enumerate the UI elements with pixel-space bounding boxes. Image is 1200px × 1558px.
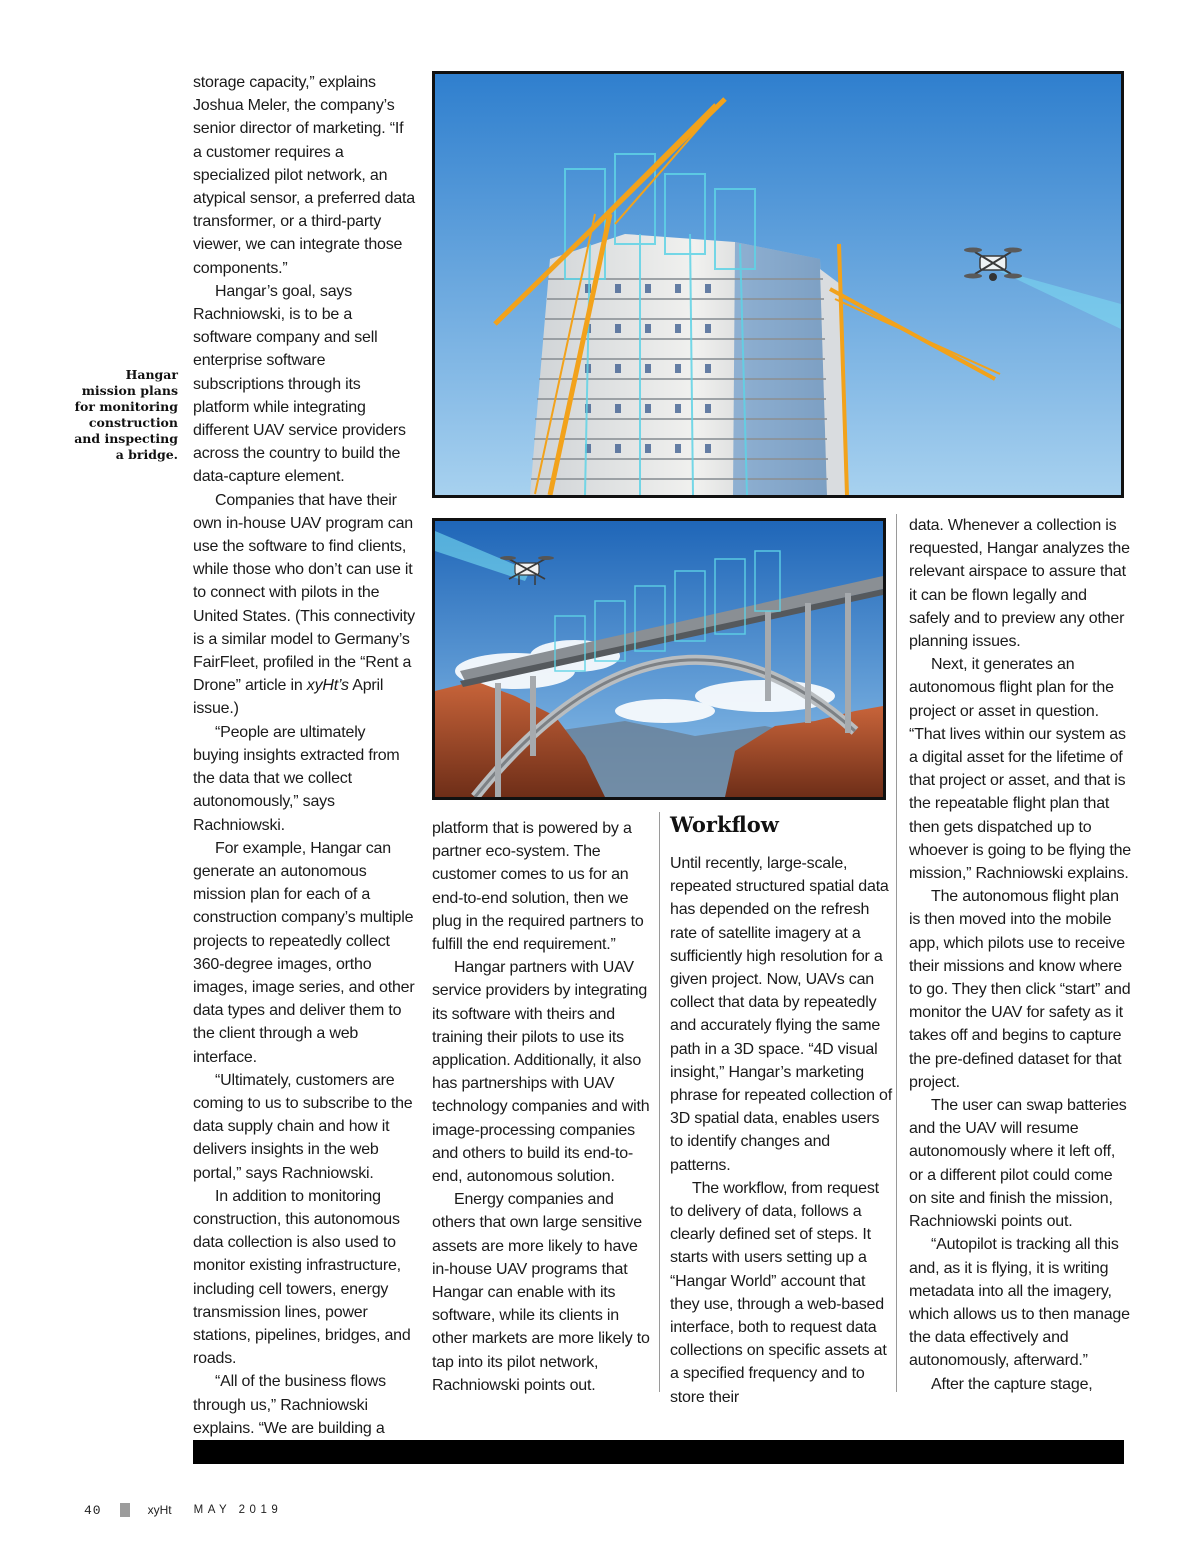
paragraph: Hangar partners with UAV service providers by integrating its software with theirs and training their pilots to use its application. Additionally, it also has partnerships with UAV technology companies and with image-processing companies and others to build its end-to-end, autonomous solution. — [432, 959, 650, 1186]
column-divider — [659, 812, 660, 1392]
paragraph: “People are ultimately buying insights extracted from the data that we collect autonomously,” says Rachniowski. — [193, 723, 400, 834]
paragraph-text: Companies that have their own in-house UAV program can use the software to find clients, while those who don’t can use it to connect with pilots in the United States. (This connectivity is a similar model to Germany’s FairFleet, profiled in the “Rent a Drone” article in — [193, 491, 415, 695]
paragraph: The workflow, from request to delivery of data, follows a clearly defined set of steps. It starts with users setting up a “Hangar World” account that they use, through a web-based interface, both to request data collections on specific assets at a specified frequency and to store their — [670, 1179, 887, 1406]
paragraph: platform that is powered by a partner eco-system. The customer comes to us for an end-to-end solution, then we plug in the required partners to fulfill the end requirement.” — [432, 820, 644, 954]
paragraph-text: April issue.) — [193, 677, 384, 718]
paragraph: The autonomous flight plan is then moved into the mobile app, which pilots use to receive their missions and know where to go. They then click “start” and monitor the UAV for safety as it takes off and begins to capture the pre-defined dataset for that project. — [909, 888, 1131, 1091]
article-column-2 — [432, 817, 654, 1397]
article-column-3 — [670, 811, 892, 1409]
paragraph: In addition to monitoring construction, this autonomous data collection is also used to monitor existing infrastructure, including cell towers, energy transmission lines, power stations, pipelines, bridges, and roads. — [193, 1187, 411, 1368]
paragraph: Hangar’s goal, says Rachniowski, is to be a software company and sell enterprise software subscriptions through its platform while integrating different UAV service providers across the country to build the data-capture element. — [193, 282, 406, 486]
paragraph: “Autopilot is tracking all this and, as it is flying, it is writing metadata into all the imagery, which allows us to then manage the data effectively and autonomously, afterward.” — [909, 1236, 1130, 1370]
paragraph: “All of the business flows through us,” Rachniowski explains. “We are building a — [193, 1373, 386, 1437]
column-divider — [896, 514, 897, 1392]
paragraph: Next, it generates an autonomous flight plan for the project or asset in question. “That lives within our system as a digital asset for the lifetime of that project or asset, and that is the repeatable flight plan that then gets dispatched up to whoever is going to be flying the mission,” Rachniowski explains. — [909, 656, 1131, 883]
footer-separator — [120, 1503, 130, 1517]
page-footer — [84, 1500, 282, 1520]
section-heading-workflow: Workflow — [670, 812, 779, 837]
paragraph: For example, Hangar can generate an autonomous mission plan for each of a construction company’s multiple projects to repeatedly collect 360-degree images, ortho images, image series, and other data types and deliver them to the client through a web interface. — [193, 839, 415, 1066]
bridge-photo — [432, 518, 886, 800]
construction-illustration — [435, 74, 1121, 495]
construction-photo — [432, 71, 1124, 498]
article-column-1 — [193, 71, 415, 1440]
paragraph: data. Whenever a collection is requested, Hangar analyzes the relevant airspace to assure that it can be flown legally and safely and to preview any other planning issues. — [909, 517, 1130, 651]
issue-date: MAY 2019 — [193, 1504, 283, 1516]
photo-caption: Hangar mission plans for monitoring construction and inspecting a bridge. — [74, 367, 178, 462]
paragraph — [193, 489, 415, 721]
magazine-name-italic: xyHt’s — [306, 677, 349, 695]
paragraph: After the capture stage, — [931, 1375, 1093, 1393]
paragraph: storage capacity,” explains Joshua Meler, the company’s senior director of marketing. “If a customer requires a specialized pilot network, an atypical sensor, a preferred data transformer, or a third-party viewer, we can integrate those components.” — [193, 74, 415, 277]
magazine-name: xyHt — [147, 1503, 172, 1517]
paragraph: The user can swap batteries and the UAV will resume autonomously where it left off, or a different pilot could come on site and finish the mission, Rachniowski points out. — [909, 1097, 1127, 1231]
page-number: 40 — [84, 1502, 102, 1518]
paragraph: Until recently, large-scale, repeated structured spatial data has depended on the refresh rate of satellite imagery at a sufficiently high resolution for a given project. Now, UAVs can collect that data by repeatedly and accurately flying the same path in a 3D space. “4D visual insight,” Hangar’s marketing phrase for repeated collection of 3D spatial data, enables users to identify changes and patterns. — [670, 855, 892, 1174]
page-bottom-bar — [193, 1440, 1124, 1464]
paragraph: Energy companies and others that own large sensitive assets are more likely to have in-house UAV programs that Hangar can enable with its software, while its clients in other markets are more likely to tap into its pilot network, Rachniowski points out. — [432, 1191, 650, 1394]
paragraph: “Ultimately, customers are coming to us to subscribe to the data supply chain and how it delivers insights in the web portal,” says Rachniowski. — [193, 1071, 413, 1182]
bridge-illustration — [435, 521, 883, 797]
article-column-4 — [909, 514, 1131, 1396]
